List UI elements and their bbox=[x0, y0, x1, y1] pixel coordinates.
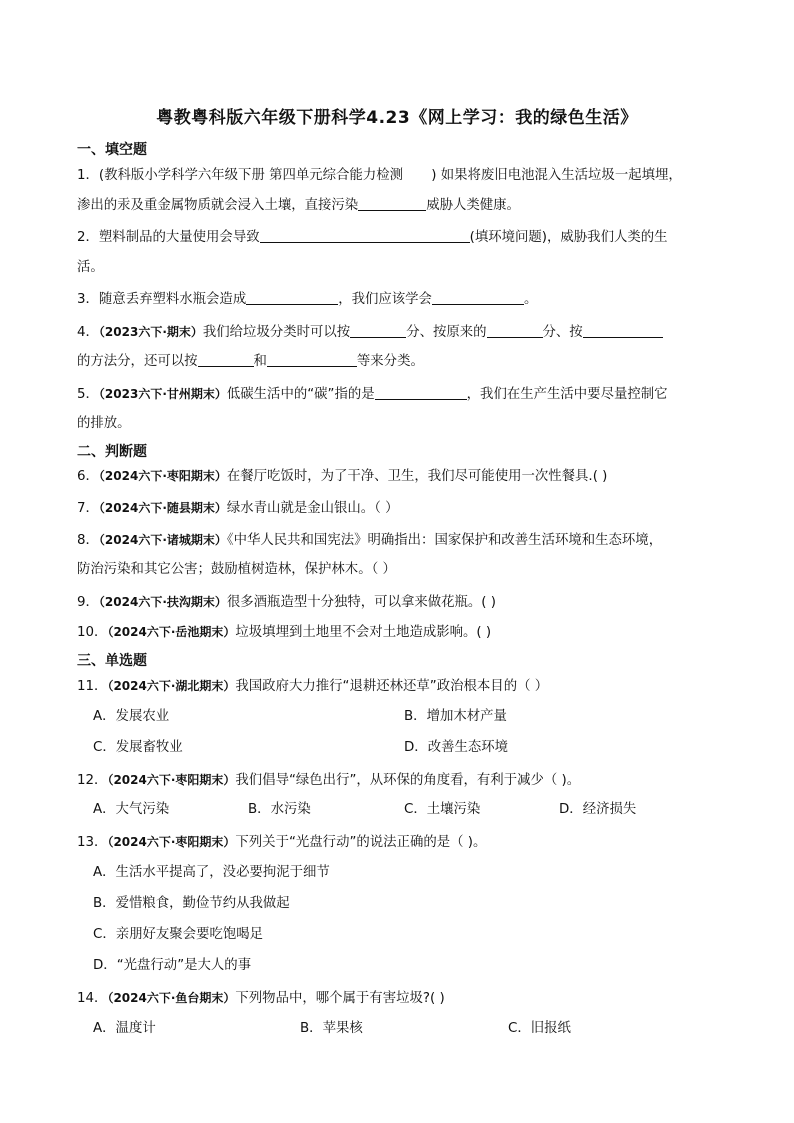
answer-blank[interactable] bbox=[375, 385, 467, 400]
question-text: 分、按原来的 bbox=[406, 325, 487, 340]
question-3 bbox=[77, 290, 727, 310]
question-text: 我们给垃圾分类时可以按 bbox=[202, 325, 351, 340]
question-text: (填环境问题)，威胁我们人类的生 bbox=[469, 230, 668, 245]
question-text: 我国政府大力推行“退耕还林还草”政治根本目的（ ） bbox=[235, 679, 549, 694]
answer-blank[interactable] bbox=[246, 290, 338, 305]
answer-blank[interactable] bbox=[358, 196, 426, 211]
question-8 bbox=[77, 530, 727, 551]
option-a[interactable]: A．生活水平提高了，没必要拘泥于细节 bbox=[93, 865, 330, 880]
option-a[interactable]: A．发展农业 bbox=[93, 709, 170, 724]
question-source: (教科版小学科学六年级下册 第四单元综合能力检测 bbox=[98, 168, 408, 183]
question-5 bbox=[77, 384, 727, 405]
question-text: 很多酒瓶造型十分独特，可以拿来做花瓶。( ) bbox=[226, 595, 497, 610]
question-text: ) 如果将废旧电池混入生活垃圾一起填埋， bbox=[431, 168, 682, 183]
question-number: 11． bbox=[77, 679, 108, 694]
question-source: （2024六下·扶沟期末） bbox=[98, 595, 227, 609]
question-text: 分、按 bbox=[542, 325, 583, 340]
question-text: 威胁人类健康。 bbox=[426, 198, 520, 213]
question-text: 下列关于“光盘行动”的说法正确的是（ )。 bbox=[235, 835, 487, 850]
question-number: 10． bbox=[77, 625, 108, 640]
question-text: ，我们应该学会 bbox=[338, 292, 432, 307]
option-b[interactable]: B．苹果核 bbox=[300, 1021, 363, 1036]
question-text: 等来分类。 bbox=[356, 354, 424, 369]
question-number: 9． bbox=[77, 595, 99, 610]
question-text: 垃圾填埋到土地里不会对土地造成影响。( ) bbox=[235, 625, 492, 640]
question-13 bbox=[77, 832, 727, 853]
question-number: 2． bbox=[77, 230, 99, 245]
question-text: 的方法分，还可以按 bbox=[77, 354, 198, 369]
question-text: 和 bbox=[253, 354, 267, 369]
answer-blank[interactable] bbox=[583, 323, 663, 338]
question-5-line-2: 的排放。 bbox=[77, 416, 131, 431]
option-b[interactable]: B．增加木材产量 bbox=[404, 709, 507, 724]
question-4-line-2 bbox=[77, 352, 727, 372]
option-b[interactable]: B．水污染 bbox=[248, 802, 311, 817]
question-source: （2024六下·枣阳期末） bbox=[107, 835, 236, 849]
question-number: 12． bbox=[77, 773, 108, 788]
question-2 bbox=[77, 228, 727, 248]
question-number: 6． bbox=[77, 469, 99, 484]
question-14 bbox=[77, 988, 727, 1009]
question-text: 塑料制品的大量使用会导致 bbox=[98, 230, 260, 245]
option-c[interactable]: C．土壤污染 bbox=[404, 802, 481, 817]
question-number: 8． bbox=[77, 533, 99, 548]
option-a[interactable]: A．大气污染 bbox=[93, 802, 170, 817]
question-1-line-2 bbox=[77, 196, 727, 216]
question-source: （2024六下·枣阳期末） bbox=[107, 773, 236, 787]
answer-blank[interactable] bbox=[350, 323, 406, 338]
question-source: （2024六下·随县期末） bbox=[98, 501, 227, 515]
question-number: 14． bbox=[77, 991, 108, 1006]
answer-blank[interactable] bbox=[260, 228, 470, 243]
question-number: 4． bbox=[77, 325, 99, 340]
question-text: 《中华人民共和国宪法》明确指出：国家保护和改善生活环境和生态环境， bbox=[226, 533, 663, 548]
question-7 bbox=[77, 498, 727, 519]
question-6 bbox=[77, 466, 727, 487]
question-source: （2024六下·鱼台期末） bbox=[107, 991, 236, 1005]
section-heading-fill: 一、填空题 bbox=[77, 142, 147, 158]
question-number: 3． bbox=[77, 292, 99, 307]
question-number: 13． bbox=[77, 835, 108, 850]
question-11 bbox=[77, 676, 727, 697]
option-d[interactable]: D．改善生态环境 bbox=[404, 740, 509, 755]
question-number: 1． bbox=[77, 168, 99, 183]
question-1 bbox=[77, 166, 727, 186]
question-text: 绿水青山就是金山银山。（ ） bbox=[226, 501, 399, 516]
question-text: ，我们在生产生活中要尽量控制它 bbox=[466, 387, 668, 402]
option-d[interactable]: D．“光盘行动”是大人的事 bbox=[93, 958, 252, 973]
question-2-line-2: 活。 bbox=[77, 260, 104, 275]
section-heading-judge: 二、判断题 bbox=[77, 444, 147, 460]
option-b[interactable]: B．爱惜粮食，勤俭节约从我做起 bbox=[93, 896, 290, 911]
question-text: 低碳生活中的“碳”指的是 bbox=[226, 387, 375, 402]
question-text: 随意丢弃塑料水瓶会造成 bbox=[98, 292, 247, 307]
question-text: 我们倡导“绿色出行”，从环保的角度看，有利于减少（ )。 bbox=[235, 773, 581, 788]
question-12 bbox=[77, 770, 727, 791]
option-c[interactable]: C．亲朋好友聚会要吃饱喝足 bbox=[93, 927, 264, 942]
question-number: 5． bbox=[77, 387, 99, 402]
question-8-line-2: 防治污染和其它公害；鼓励植树造林，保护林木。（ ） bbox=[77, 562, 396, 577]
question-source: （2024六下·诸城期末） bbox=[98, 533, 227, 547]
question-4 bbox=[77, 322, 727, 343]
answer-blank[interactable] bbox=[432, 290, 524, 305]
question-source: （2024六下·湖北期末） bbox=[107, 679, 236, 693]
option-d[interactable]: D．经济损失 bbox=[559, 802, 637, 817]
question-source: （2024六下·岳池期末） bbox=[107, 625, 236, 639]
question-text: 下列物品中，哪个属于有害垃圾?( ) bbox=[235, 991, 445, 1006]
question-9 bbox=[77, 592, 727, 613]
option-c[interactable]: C．发展畜牧业 bbox=[93, 740, 183, 755]
option-c[interactable]: C．旧报纸 bbox=[508, 1021, 571, 1036]
answer-blank[interactable] bbox=[267, 352, 357, 367]
option-a[interactable]: A．温度计 bbox=[93, 1021, 156, 1036]
section-heading-choice: 三、单选题 bbox=[77, 653, 147, 669]
answer-blank[interactable] bbox=[198, 352, 254, 367]
page-title: 粤教粤科版六年级下册科学4.23《网上学习：我的绿色生活》 bbox=[156, 108, 638, 128]
question-text: 渗出的汞及重金属物质就会浸入土壤，直接污染 bbox=[77, 198, 359, 213]
question-source: （2024六下·枣阳期末） bbox=[98, 469, 227, 483]
question-number: 7． bbox=[77, 501, 99, 516]
question-text: 。 bbox=[523, 292, 538, 307]
answer-blank[interactable] bbox=[487, 323, 543, 338]
question-text: 在餐厅吃饭时，为了干净、卫生，我们尽可能使用一次性餐具.( ) bbox=[226, 469, 608, 484]
question-source: （2023六下·期末） bbox=[98, 325, 203, 339]
question-10 bbox=[77, 622, 727, 643]
question-source: （2023六下·甘州期末） bbox=[98, 387, 227, 401]
